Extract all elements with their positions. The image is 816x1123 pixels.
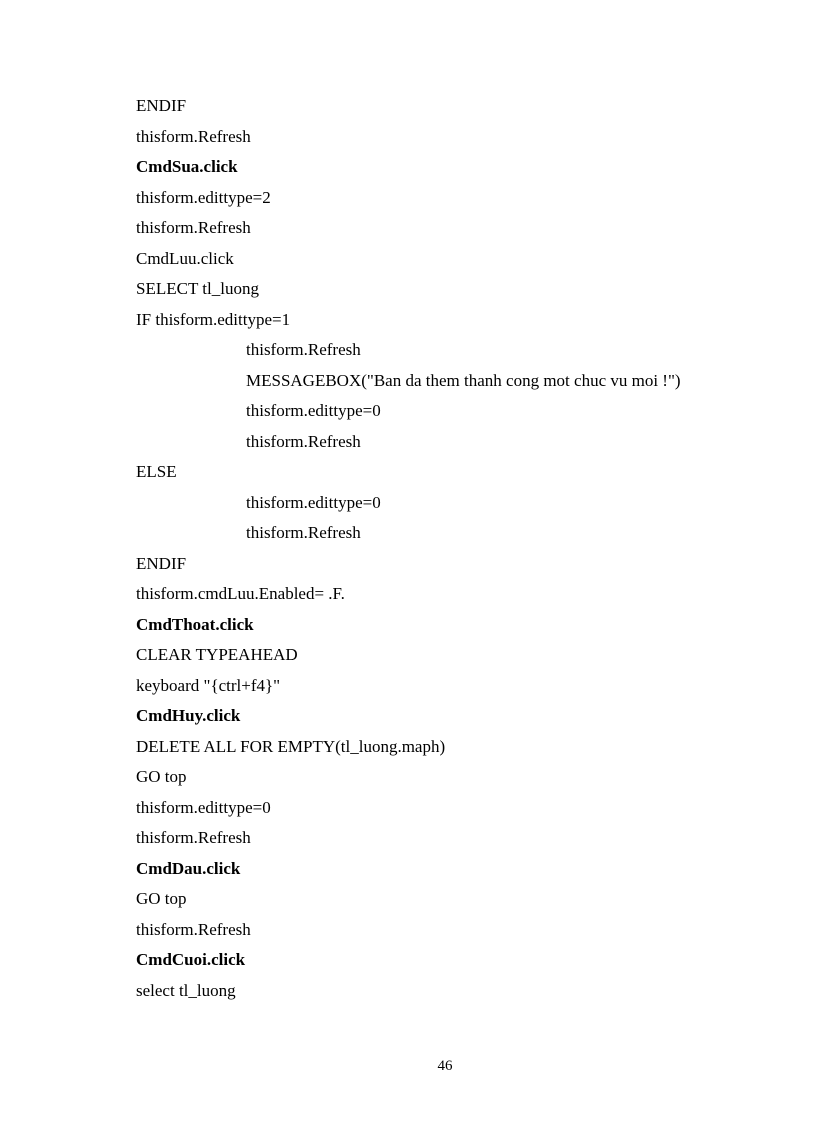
procedure-heading: CmdThoat.click bbox=[136, 614, 254, 634]
code-line: thisform.Refresh bbox=[246, 340, 361, 359]
code-line: CmdLuu.click bbox=[136, 248, 234, 268]
code-line: thisform.edittype=2 bbox=[136, 187, 271, 207]
code-line: thisform.Refresh bbox=[136, 919, 251, 939]
code-line: ENDIF bbox=[136, 96, 187, 115]
procedure-heading: CmdCuoi.click bbox=[136, 950, 246, 969]
code-line: MESSAGEBOX("Ban da them thanh cong mot chuc vu moi !") bbox=[246, 370, 681, 390]
code-line: thisform.edittype=0 bbox=[246, 401, 381, 420]
code-line: SELECT tl_luong bbox=[136, 279, 259, 298]
code-line: IF thisform.edittype=1 bbox=[136, 309, 291, 329]
code-line: ENDIF bbox=[136, 553, 187, 573]
code-line: thisform.cmdLuu.Enabled= .F. bbox=[136, 584, 345, 603]
code-line: thisform.Refresh bbox=[246, 523, 361, 542]
code-line: thisform.edittype=0 bbox=[246, 492, 381, 512]
code-line: CLEAR TYPEAHEAD bbox=[136, 645, 298, 664]
procedure-heading: CmdDau.click bbox=[136, 858, 241, 878]
code-line: keyboard "{ctrl+f4}" bbox=[136, 675, 281, 695]
page-number: 46 bbox=[437, 1058, 453, 1074]
code-line: DELETE ALL FOR EMPTY(tl_luong.maph) bbox=[136, 736, 446, 756]
procedure-heading: CmdHuy.click bbox=[136, 706, 241, 725]
code-line: GO top bbox=[136, 767, 187, 786]
code-line: thisform.Refresh bbox=[136, 126, 251, 146]
code-line: thisform.Refresh bbox=[136, 828, 251, 847]
code-line: thisform.Refresh bbox=[246, 431, 361, 451]
code-line: thisform.Refresh bbox=[136, 218, 251, 237]
code-line: thisform.edittype=0 bbox=[136, 797, 271, 817]
code-listing bbox=[136, 91, 776, 1006]
code-line: ELSE bbox=[136, 462, 177, 481]
code-line: select tl_luong bbox=[136, 980, 236, 1000]
code-line: GO top bbox=[136, 889, 187, 908]
procedure-heading: CmdSua.click bbox=[136, 157, 238, 176]
